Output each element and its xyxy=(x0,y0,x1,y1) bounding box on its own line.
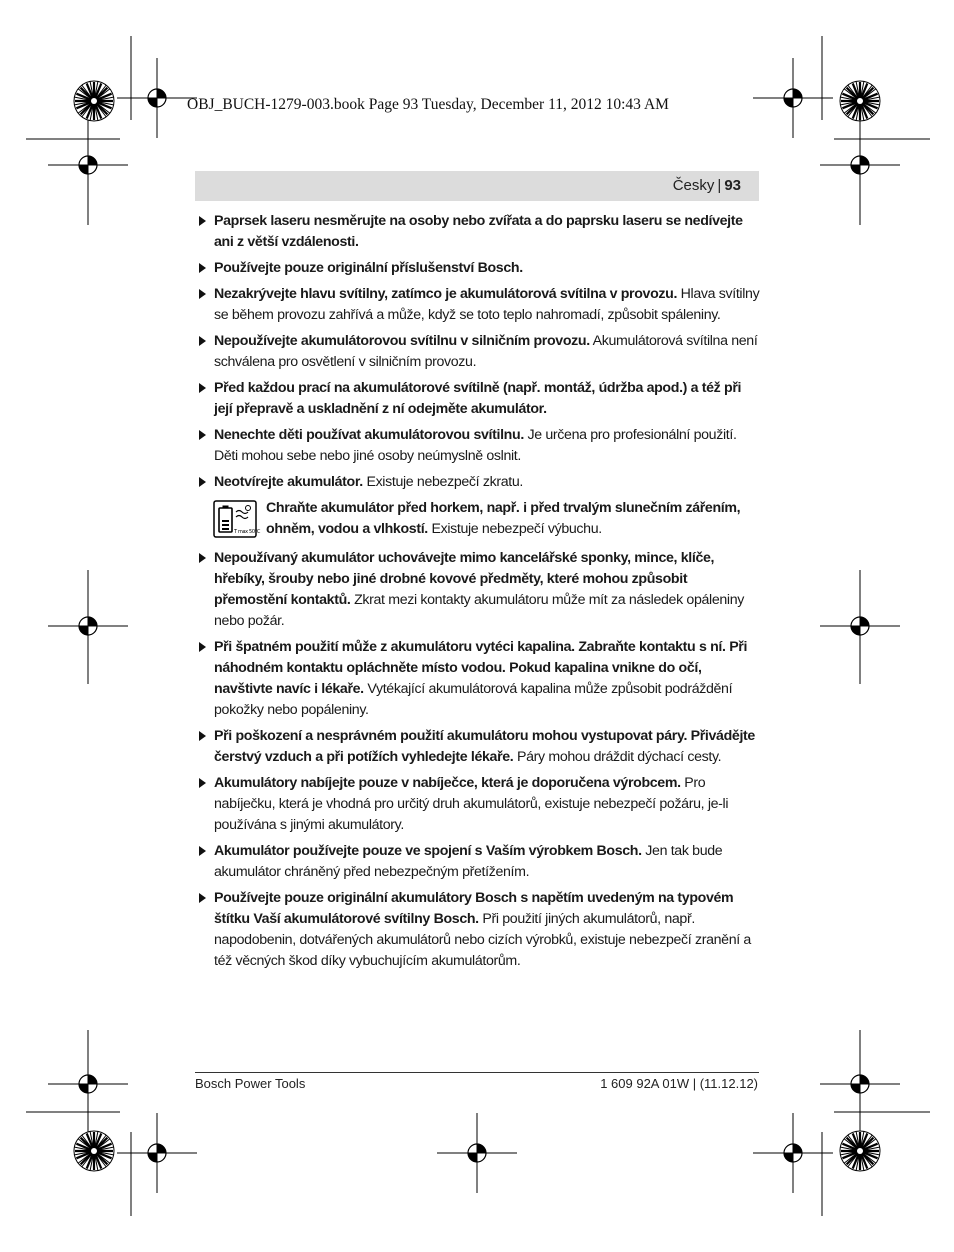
footer-rule xyxy=(195,1072,759,1073)
bullet-arrow-icon xyxy=(199,430,206,440)
item-normal-text: Akumulátorová svítilna není schválena pro osvětlení v silničním provozu. xyxy=(214,333,758,370)
print-header: OBJ_BUCH-1279-003.book Page 93 Tuesday, December 11, 2012 10:43 AM xyxy=(187,96,669,113)
list-item xyxy=(196,841,762,883)
heat-warning-item xyxy=(196,498,762,542)
item-normal-text: Vytékající akumulátorová kapalina může způsobit podráždění pokožky nebo popáleniny. xyxy=(214,681,733,718)
item-bold-text: Používejte pouze originální akumulátory Bosch s napětím uvedeným na typovém štítku Vaší akumulátorové svítilny Bosch. xyxy=(214,890,734,927)
list-item xyxy=(196,888,762,972)
battery-heat-warning-icon xyxy=(213,500,260,538)
bullet-arrow-icon xyxy=(199,642,206,652)
item-normal-text: Při použití jiných akumulátorů, např. napodobenin, dotvářených akumulátorů nebo cizích výrobků, existuje nebezpečí zranění a též věcných škod díky vybuchujícím akumulátorům. xyxy=(214,911,751,969)
bullet-arrow-icon xyxy=(199,778,206,788)
item-bold-text: Nezakrývejte hlavu svítilny, zatímco je akumulátorová svítilna v provozu. xyxy=(214,286,678,302)
item-bold-text: Neotvírejte akumulátor. xyxy=(214,474,363,490)
item-normal-text: Páry mohou dráždit dýchací cesty. xyxy=(513,749,722,765)
safety-instructions xyxy=(196,211,762,977)
bullet-arrow-icon xyxy=(199,846,206,856)
list-item xyxy=(196,378,762,420)
item-bold-text: Nepoužívejte akumulátorovou svítilnu v silničním provozu. xyxy=(214,333,590,349)
item-bold-text: Před každou prací na akumulátorové svítilně (např. montáž, údržba apod.) a též při její přepravě a uskladnění z ní odejměte akumulátor. xyxy=(214,380,742,417)
bullet-arrow-icon xyxy=(199,263,206,273)
bullet-arrow-icon xyxy=(199,731,206,741)
item-bold-text: Používejte pouze originální příslušenství Bosch. xyxy=(214,260,523,276)
heat-warning-text xyxy=(266,500,740,537)
item-bold-text: Akumulátor používejte pouze ve spojení s Vaším výrobkem Bosch. xyxy=(214,843,642,859)
bullet-arrow-icon xyxy=(199,553,206,563)
item-bold-text: Akumulátory nabíjejte pouze v nabíječce, která je doporučena výrobcem. xyxy=(214,775,681,791)
footer-doc-number: 1 609 92A 01W | (11.12.12) xyxy=(600,1076,758,1091)
footer-brand: Bosch Power Tools xyxy=(195,1076,306,1091)
bullet-arrow-icon xyxy=(199,216,206,226)
bullet-arrow-icon xyxy=(199,289,206,299)
list-item xyxy=(196,425,762,467)
header-language: Česky xyxy=(672,177,715,194)
list-item xyxy=(196,258,762,279)
heat-warning-bold: Chraňte akumulátor před horkem, např. i před trvalým slunečním zářením, ohněm, vodou a vlhkostí. xyxy=(266,500,741,537)
list-item xyxy=(196,548,762,632)
page-header-bar xyxy=(195,171,759,201)
item-bold-text: Při špatném použití může z akumulátoru vytéci kapalina. Zabraňte kontaktu s ní. Při náhodném kontaktu opláchněte místo vodou. Pokud kapalina vnikne do očí, navštivte navíc i lékaře. xyxy=(214,639,748,697)
item-normal-text: Hlava svítilny se během provozu zahřívá a může, když se toto teplo nahromadí, způsobit spáleniny. xyxy=(214,286,760,323)
list-item xyxy=(196,472,762,493)
heat-warning-normal: Existuje nebezpečí výbuchu. xyxy=(427,521,602,537)
item-normal-text: Zkrat mezi kontakty akumulátoru může mít za následek opáleniny nebo požár. xyxy=(214,592,745,629)
header-separator: | xyxy=(717,177,722,194)
item-bold-text: Nenechte děti používat akumulátorovou svítilnu. xyxy=(214,427,524,443)
item-normal-text: Existuje nebezpečí zkratu. xyxy=(362,474,523,490)
page-number: 93 xyxy=(724,177,741,194)
safety-list-2 xyxy=(196,548,762,972)
list-item xyxy=(196,331,762,373)
list-item xyxy=(196,211,762,253)
list-item xyxy=(196,284,762,326)
bullet-arrow-icon xyxy=(199,336,206,346)
list-item xyxy=(196,773,762,836)
icon-temperature-label: T max 50°C xyxy=(234,529,260,535)
bullet-arrow-icon xyxy=(199,477,206,487)
item-bold-text: Paprsek laseru nesměrujte na osoby nebo zvířata a do paprsku laseru se nedívejte ani z větší vzdálenosti. xyxy=(214,213,743,250)
item-normal-text: Pro nabíječku, která je vhodná pro určitý druh akumulátorů, existuje nebezpečí požáru, je-li používána s jinými akumulátory. xyxy=(214,775,729,833)
list-item xyxy=(196,726,762,768)
item-normal-text: Jen tak bude akumulátor chráněný před nebezpečným přetížením. xyxy=(214,843,723,880)
item-normal-text: Je určena pro profesionální použití. Děti mohou sebe nebo jiné osoby neúmyslně oslnit. xyxy=(214,427,737,464)
item-bold-text: Při poškození a nesprávném použití akumulátoru mohou vystupovat páry. Přivádějte čerstvý vzduch a při potížích vyhledejte lékaře. xyxy=(214,728,755,765)
page-header xyxy=(673,177,741,194)
item-bold-text: Nepoužívaný akumulátor uchovávejte mimo kancelářské sponky, mince, klíče, hřebíky, šrouby nebo jiné drobné kovové předměty, které mohou způsobit přemostění kontaktů. xyxy=(214,550,715,608)
bullet-arrow-icon xyxy=(199,383,206,393)
safety-list-1 xyxy=(196,211,762,493)
bullet-arrow-icon xyxy=(199,893,206,903)
list-item xyxy=(196,637,762,721)
